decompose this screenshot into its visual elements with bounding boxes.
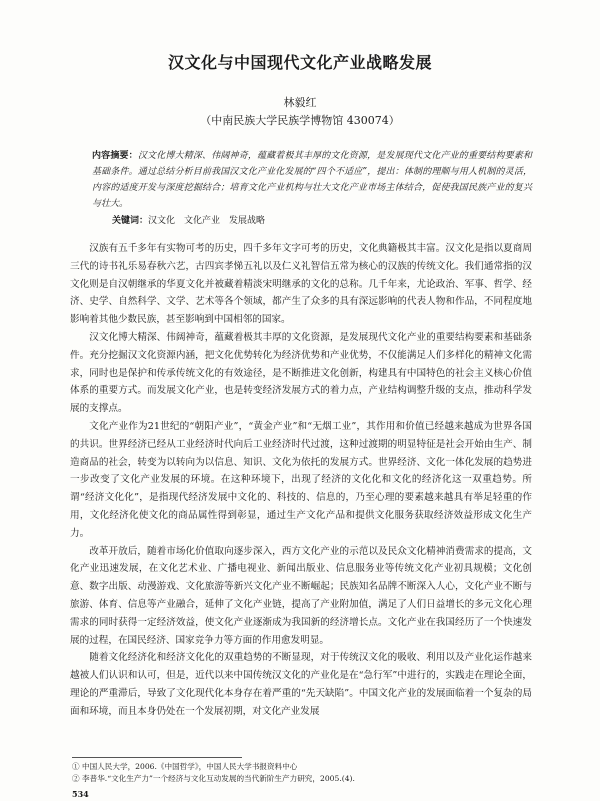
footnote: ② 李普华.“文化生产力”一个经济与文化互动发展的当代新阶生产力研究，2005.(4).	[72, 774, 355, 783]
body-text	[70, 240, 532, 721]
abstract-text: 汉文化博大精深、伟阔神奇，蕴藏着极其丰厚的文化资源，是发展现代文化产业的重要结构要素和基础条件。通过总结分析目前我国汉文化产业化发展的“四个不适应”，提出：体制的理顺与用人机制的灵活，内容的适度开发与深度挖掘结合；培育文化产业机构与壮大文化产业市场主体结合，促使我国民族产业的复兴与壮大。	[92, 151, 532, 209]
keywords-label: 关键词：	[112, 216, 149, 226]
page-number: 534	[72, 789, 89, 799]
footnotes	[72, 761, 532, 785]
keywords	[112, 214, 532, 228]
author-name: 林毅红	[283, 96, 317, 109]
paragraph: 改革开放后，随着市场化价值取向逐步深入，西方文化产业的示范以及民众文化精神消费需求的提高，文化产业迅速发展，在文化艺术业、广播电视业、新闻出版业、信息服务业等传统文化产业初具规模；文化创意、数字出版、动漫游戏、文化旅游等新兴文化产业不断崛起；民族知名品牌不断深入人心，文化产业不断与旅游、体育、信息等产业融合，延伸了文化产业链，提高了产业附加值，满足了人们日益增长的多元文化心理需求的同时获得一定经济效益，使文化产业逐渐成为我国新的经济增长点。文化产业在我国经历了一个快速发展的过程，在国民经济、国家竞争力等方面的作用愈发明显。	[70, 545, 532, 646]
abstract-label: 内容摘要：	[92, 151, 138, 161]
paragraph: 汉文化博大精深、伟阔神奇，蕴藏着极其丰厚的文化资源，是发展现代文化产业的重要结构要素和基础条件。充分挖掘汉文化资源内涵，把文化优势转化为经济优势和产业优势，不仅能满足人们多样化的精神文化需求，同时也是保护和传承传统文化的有效途径，是不断推进文化创新，构建具有中国特色的社会主义核心价值体系的重要方式。而发展文化产业，也是转变经济发展方式的着力点，产业结构调整升级的支点，推动科学发展的支撑点。	[70, 331, 532, 415]
paragraph: 随着文化经济化和经济文化化的双重趋势的不断显现，对于传统汉文化的吸收、利用以及产业化运作越来越被人们认识和认可，但是，近代以来中国传统汉文化的产业化是在“急行军”中进行的，实践走在理论全面，理论的严重滞后，导致了文化现代化本身存在着严重的“先天缺陷”。中国文化产业的发展面临着一个复杂的局面和环境，而且本身仍处在一个发展初期，对文化产业发展	[70, 652, 532, 717]
abstract	[92, 148, 532, 212]
paper-title: 汉文化与中国现代文化产业战略发展	[167, 53, 432, 72]
paragraph: 汉族有五千多年有实物可考的历史，四千多年文字可考的历史，文化典籍极其丰富。汉文化是指以夏商周三代的诗书礼乐易春秋六艺，古四宾孝悌五礼以及仁义礼智信五常为核心的汉族的传统文化。我们通常指的汉文化则是自汉朝继承的华夏文化并被藏着精淡宋明继承的文化的总称。几千年来，尤论政治、军事、哲学、经济、史学、自然科学、文学、艺术等各个领域，都产生了众多的具有深远影响的代表人物和作品，不同程度地影响着其他少数民族，甚至影响到中国相邻的国家。	[70, 243, 532, 326]
footnote: ① 中国人民大学，2006.《中国哲学》，中国人民大学书报资料中心	[72, 762, 298, 771]
author-affiliation: （中南民族大学民族学博物馆 430074）	[200, 114, 400, 127]
keywords-text: 汉文化 文化产业 发展战略	[148, 216, 266, 226]
footnote-divider	[72, 757, 242, 758]
paragraph: 文化产业作为21世纪的“朝阳产业”，“黄金产业”和“无烟工业”，其作用和价值已经越来越成为世界各国的共识。世界经济已经从工业经济时代向后工业经济时代过渡，这种过渡期的明显特征是社会开始由生产、制造商品的社会，转变为以转向为以信息、知识、文化为依托的发展方式。世界经济、文化一体化发展的趋势进一步改变了文化产业发展的环境。在这种环境下，出现了经济的文化化和文化的经济化这一双重趋势。所谓“经济文化化”，是指现代经济发展中文化的、科技的、信息的，乃至心理的要素越来越具有举足轻重的作用，文化经济化使文化的商品属性得到彰显，通过生产文化产品和提供文化服务获取经济效益形成文化生产力。	[70, 420, 532, 539]
